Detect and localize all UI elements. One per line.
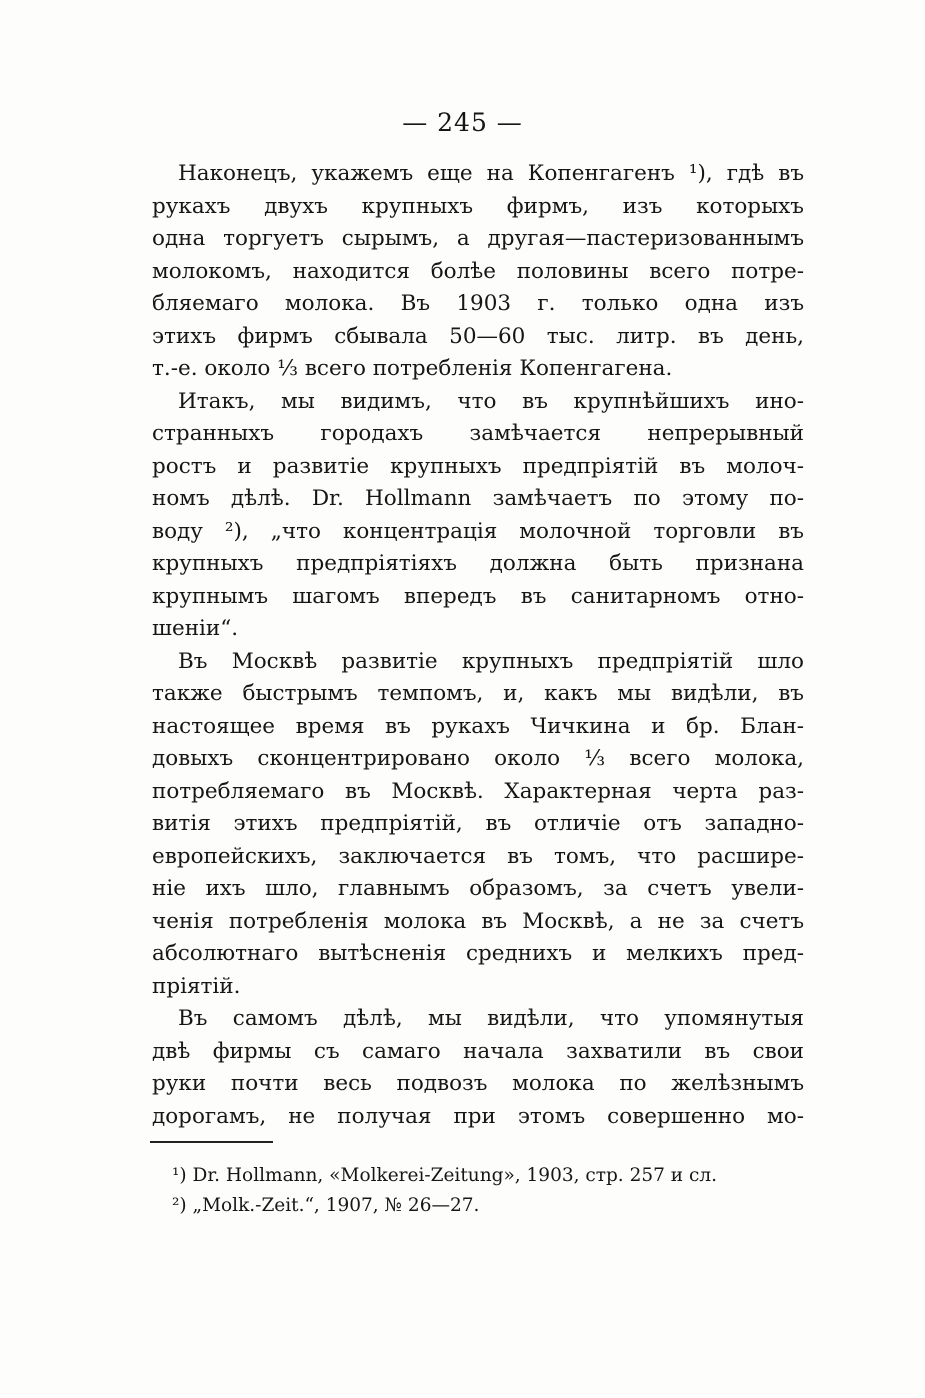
- text-line: Въ Москвѣ развитіе крупныхъ предпріятій шло: [178, 648, 804, 674]
- text-line: также быстрымъ темпомъ, и, какъ мы видѣли, въ: [152, 681, 804, 706]
- text-line: ніе ихъ шло, главнымъ образомъ, за счетъ увели-: [152, 876, 804, 901]
- text-line: витія этихъ предпріятій, въ отличіе отъ западно-: [152, 811, 804, 836]
- text-line: двѣ фирмы съ самаго начала захватили въ свои: [152, 1038, 804, 1064]
- text-line: воду ²), „что концентрація молочной торговли въ: [152, 518, 804, 544]
- text-line: этихъ фирмъ сбывала 50—60 тыс. литр. въ день,: [152, 323, 804, 349]
- text-line: Наконецъ, укажемъ еще на Копенгагенъ ¹), гдѣ въ: [178, 161, 804, 186]
- paragraph-1: [152, 158, 804, 386]
- paragraph-2: [152, 386, 804, 646]
- page-number: — 245 —: [402, 108, 523, 137]
- text-line: рукахъ двухъ крупныхъ фирмъ, изъ которыхъ: [152, 193, 804, 219]
- footnote-1: ¹) Dr. Hollmann, «Molkerei-Zeitung», 1903, стр. 257 и сл.: [172, 1165, 717, 1186]
- text-line: номъ дѣлѣ. Dr. Hollmann замѣчаетъ по этому по-: [152, 486, 804, 511]
- text-line: крупныхъ предпріятіяхъ должна быть признана: [152, 551, 804, 576]
- text-line: потребляемаго въ Москвѣ. Характерная черта раз-: [152, 778, 804, 804]
- text-line: одна торгуетъ сырымъ, а другая—пастеризованнымъ: [152, 226, 804, 251]
- body-text: [152, 158, 804, 1133]
- paragraph-3: [152, 646, 804, 1004]
- text-line: Въ самомъ дѣлѣ, мы видѣли, что упомянутыя: [178, 1006, 804, 1031]
- text-line: крупнымъ шагомъ впередъ въ санитарномъ отно-: [152, 583, 804, 609]
- text-line: странныхъ городахъ замѣчается непрерывный: [152, 421, 804, 446]
- text-line: дорогамъ, не получая при этомъ совершенно мо-: [152, 1103, 804, 1129]
- text-line: ростъ и развитіе крупныхъ предпріятій въ молоч-: [152, 453, 804, 479]
- text-line: настоящее время въ рукахъ Чичкина и бр. Блан-: [152, 713, 804, 739]
- footnotes: [172, 1161, 792, 1221]
- text-line: европейскихъ, заключается въ томъ, что расшире-: [152, 843, 804, 869]
- text-line: ченія потребленія молока въ Москвѣ, а не за счетъ: [152, 908, 804, 934]
- footnote-2: ²) „Molk.-Zeit.“, 1907, № 26—27.: [172, 1195, 480, 1216]
- text-line: молокомъ, находится болѣе половины всего потре-: [152, 258, 804, 284]
- text-line: Итакъ, мы видимъ, что въ крупнѣйшихъ ино-: [178, 388, 804, 414]
- text-line: руки почти весь подвозъ молока по желѣзнымъ: [152, 1071, 804, 1096]
- text-line: т.-е. около ⅓ всего потребленія Копенгагена.: [152, 356, 673, 381]
- text-line: шеніи“.: [152, 616, 239, 641]
- text-line: довыхъ сконцентрировано около ⅓ всего молока,: [152, 746, 804, 771]
- paragraph-4: [152, 1003, 804, 1133]
- text-line: пріятій.: [152, 973, 241, 999]
- text-line: абсолютнаго вытѣсненія среднихъ и мелкихъ пред-: [152, 941, 804, 966]
- footnote-separator: [150, 1141, 273, 1143]
- text-line: бляемаго молока. Въ 1903 г. только одна изъ: [152, 291, 804, 316]
